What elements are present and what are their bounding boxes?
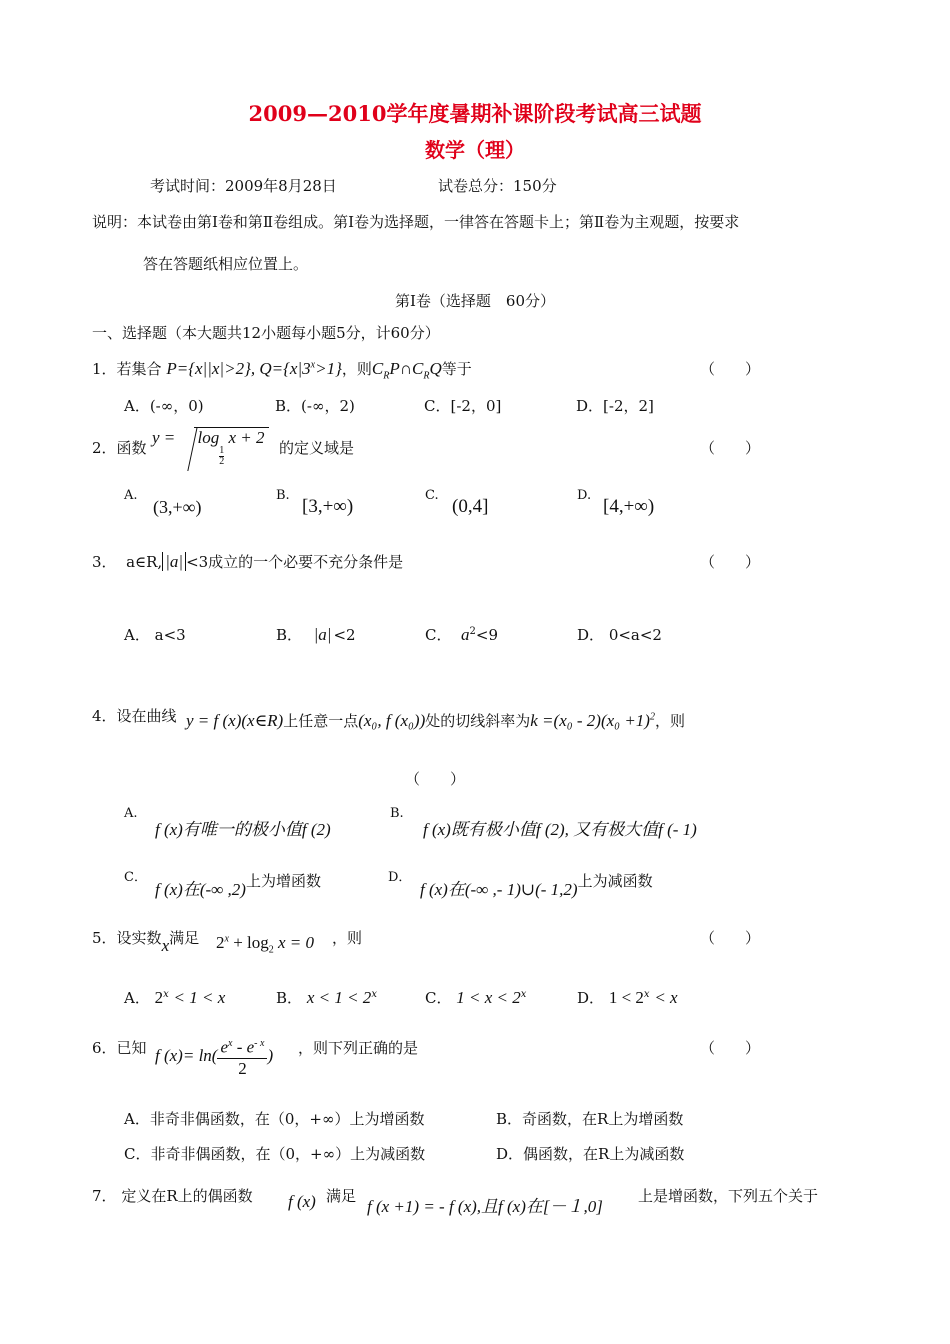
q1-suffix: 等于 <box>441 360 472 378</box>
q4-label-a: A. <box>124 806 138 821</box>
q5-option-d: D． $1 < 2^x < x$ <box>577 988 678 1007</box>
q5-mid: 满足 <box>169 929 200 947</box>
q6-prefix: 已知 <box>116 1039 147 1057</box>
q1-math: P={x||x|>2}, $Q=\{x|3^x>1\}$ <box>166 359 342 378</box>
q7-prefix: 定义在R上的偶函数 <box>121 1187 253 1205</box>
q5-option-b: B． $x < 1 < 2^x$ <box>276 988 377 1007</box>
q7-function: f (x) <box>288 1192 316 1211</box>
q6-label <box>92 1037 147 1058</box>
q1-prefix: 若集合 <box>116 360 162 378</box>
q3-option-a: A． a<3 <box>124 626 186 644</box>
q5-number: 5． <box>92 929 117 947</box>
q1-number: 1． <box>92 360 117 378</box>
q2-label-c: C. <box>425 488 439 503</box>
q2-option-c: (0,4] <box>452 496 489 517</box>
q3-abs-a: |a| <box>162 552 186 571</box>
q6-option-a: A．非奇非偶函数，在（0，+∞）上为增函数 <box>124 1110 425 1128</box>
section-heading: 一、选择题（本大题共12小题每小题5分，计60分） <box>92 324 440 342</box>
q1-complement: $C_RP\cap C_RQ$ <box>371 359 442 382</box>
q6-fraction: $\frac{e^x - e^{- x}}{2}$ <box>217 1034 267 1079</box>
question-7 <box>92 1185 253 1206</box>
exam-subtitle: 数学（理） <box>425 138 525 162</box>
q7-suffix: 上是增函数，下列五个关于 <box>638 1187 819 1205</box>
q2-option-b: [3,+∞) <box>302 496 354 517</box>
instructions-line2: 答在答题纸相应位置上。 <box>143 255 309 273</box>
q2-label-d: D. <box>577 488 592 503</box>
q3-option-c: C． $a^2<9$ <box>425 625 499 644</box>
q6-option-d: D．偶函数，在R上为减函数 <box>496 1145 685 1163</box>
q4-label-d: D． <box>388 870 412 885</box>
q5-equation: $2^x + \log_2 x = 0$ <box>216 933 315 956</box>
q2-suffix: 的定义域是 <box>279 439 355 457</box>
q3-option-d: D． 0<a<2 <box>577 626 662 644</box>
q5-suffix: ，则 <box>332 929 363 947</box>
exam-title: 2009—2010学年度暑期补课阶段考试高三试题 <box>248 101 702 126</box>
total-score: 试卷总分：150分 <box>438 177 557 195</box>
sqrt-symbol: log $\frac{1}{2}$ x + 2 <box>180 427 269 467</box>
q2-option-d: [4,+∞) <box>603 496 655 517</box>
q4-prefix: 设在曲线 <box>116 707 177 725</box>
q3-text-a: a∈R, <box>126 553 163 571</box>
q2-answer-paren: （ ） <box>700 439 761 457</box>
q2-function: y = log $\frac{1}{2}$ x + 2 <box>152 427 269 467</box>
q7-number: 7． <box>92 1187 117 1205</box>
q5-option-c: C． $1 < x < 2^x$ <box>425 988 527 1007</box>
q7-mid: 满足 <box>326 1187 357 1205</box>
q1-option-a: A．(-∞，0) <box>124 397 204 415</box>
question-1 <box>92 358 472 381</box>
q3-option-b: B． |a| <2 <box>276 625 356 644</box>
q1-mid: ，则 <box>341 360 372 378</box>
q1-answer-paren: （ ） <box>700 360 761 378</box>
q4-option-d: f (x)在(-∞ ,- 1)∪(- 1,2)上为减函数 <box>420 872 653 899</box>
q6-suffix: ，则下列正确的是 <box>298 1039 419 1057</box>
part1-title: 第Ⅰ卷（选择题 60分） <box>394 292 555 310</box>
q2-prefix: 函数 <box>116 439 147 457</box>
q3-answer-paren: （ ） <box>700 553 761 571</box>
q3-number: 3． <box>92 553 117 571</box>
q3-text-b: <3成立的一个必要不充分条件是 <box>186 553 404 571</box>
exam-time: 考试时间：2009年8月28日 <box>150 177 337 195</box>
q1-option-b: B．(-∞，2) <box>275 397 355 415</box>
q2-option-a: (3,+∞) <box>153 497 202 517</box>
q4-option-a: f (x)有唯一的极小值f (2) <box>155 820 331 839</box>
question-4 <box>92 705 177 726</box>
q5-var: x <box>161 936 170 955</box>
q1-option-d: D．[-2，2] <box>576 397 654 415</box>
q5-answer-paren: （ ） <box>700 929 761 947</box>
q2-number: 2． <box>92 439 117 457</box>
q2-label <box>92 437 147 458</box>
q7-condition: f (x +1) = - f (x),且f (x)在[－１,0] <box>367 1197 603 1216</box>
q5-option-a: A． 2$^x$ < 1 < x <box>124 988 226 1007</box>
q4-option-c: f (x)在(-∞ ,2)上为增函数 <box>155 872 321 899</box>
q4-label-b: B. <box>390 806 404 821</box>
q6-option-c: C．非奇非偶函数，在（0，+∞）上为减函数 <box>124 1145 426 1163</box>
q4-number: 4． <box>92 707 117 725</box>
question-5 <box>92 927 200 955</box>
q4-statement: y = f (x)(x∈R)上任意一点(x₀, f (x₀))处的切线斜率为$k =(x_0 - 2)(x_0 +1)^2$，则 <box>186 711 685 730</box>
q4-label-c: C． <box>124 870 147 885</box>
q1-option-c: C．[-2，0] <box>424 397 502 415</box>
question-3 <box>92 551 403 572</box>
q6-option-b: B．奇函数，在R上为增函数 <box>496 1110 684 1128</box>
q4-answer-paren: （ ） <box>405 770 466 788</box>
q4-option-b: f (x)既有极小值f (2), 又有极大值f (- 1) <box>423 820 697 839</box>
q6-function: f (x)= ln( $\frac{e^x - e^{- x}}{2}$ ) <box>155 1034 273 1079</box>
q6-number: 6． <box>92 1039 117 1057</box>
q2-label-b: B. <box>276 488 290 503</box>
q2-label-a: A. <box>124 488 138 503</box>
q6-answer-paren: （ ） <box>700 1039 761 1057</box>
instructions-line1: 说明：本试卷由第Ⅰ卷和第Ⅱ卷组成。第Ⅰ卷为选择题，一律答在答题卡上；第Ⅱ卷为主观题，按要求 <box>92 213 740 231</box>
q5-prefix: 设实数 <box>116 929 162 947</box>
